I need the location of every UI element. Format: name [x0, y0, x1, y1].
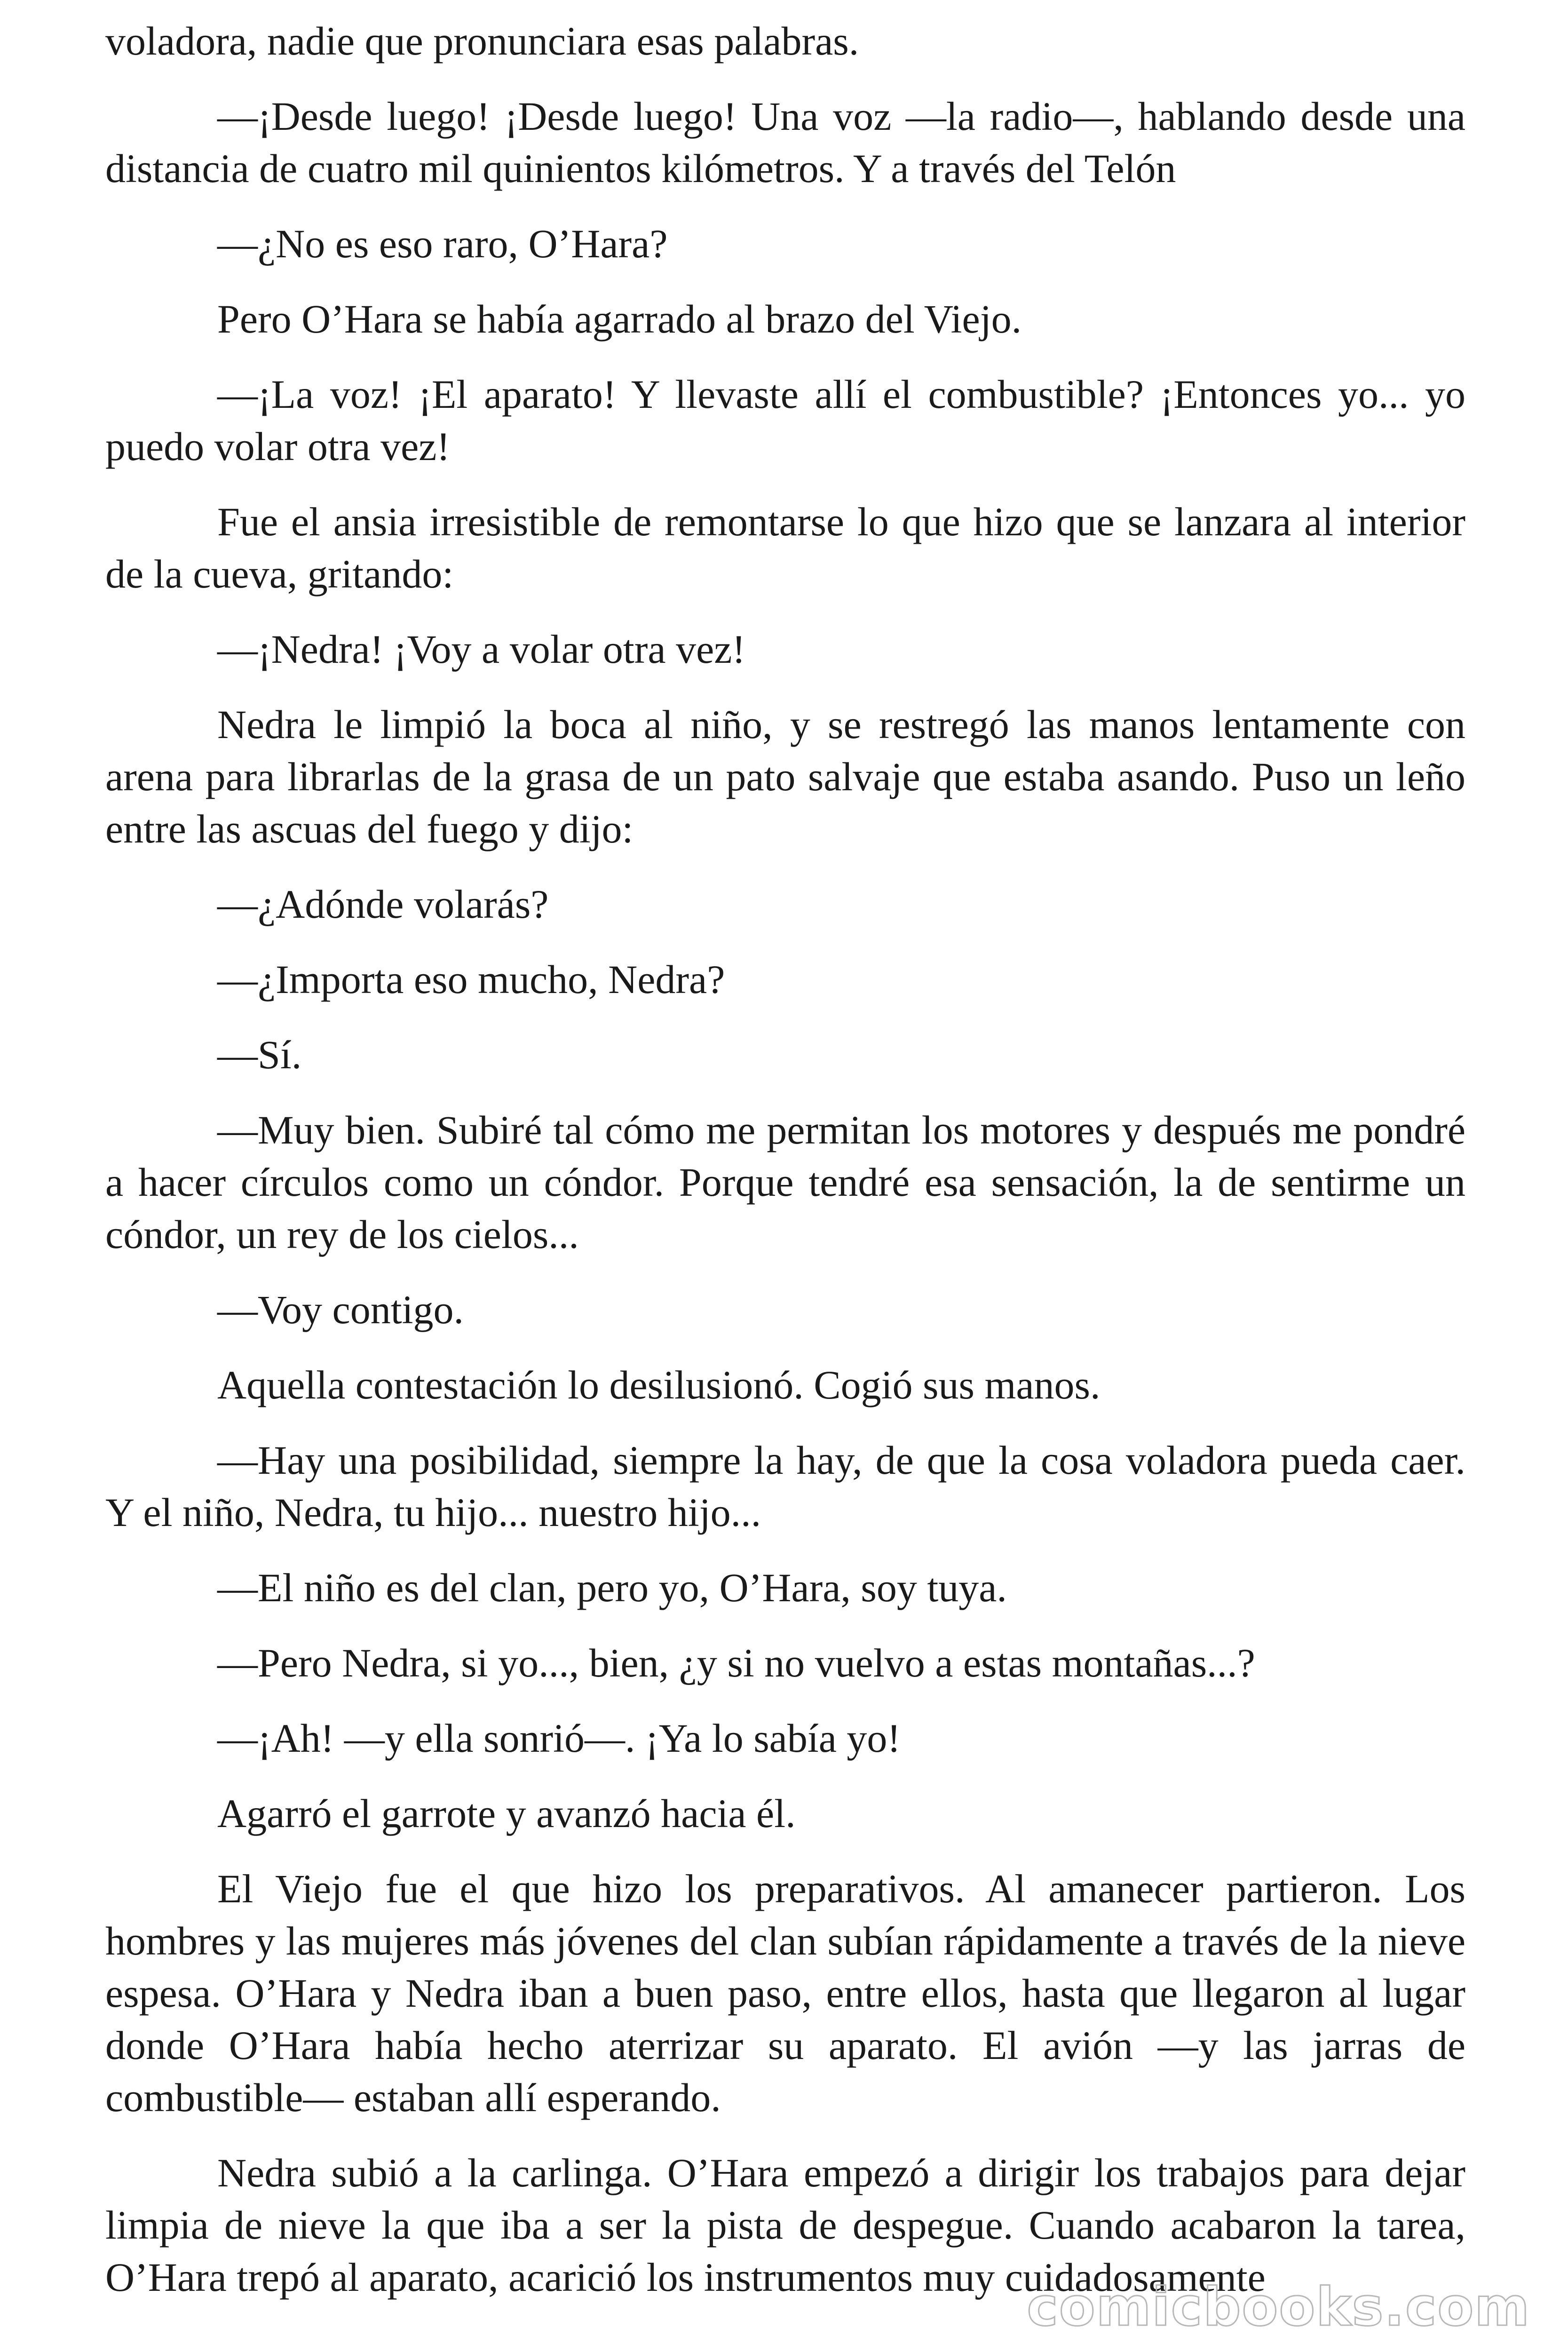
page-body [105, 15, 1465, 2329]
paragraph: —¡Desde luego! ¡Desde luego! Una voz —la radio—, hablando desde una distancia de cuatro mil quinientos kilómetros. Y a través del Telón [105, 94, 1465, 191]
paragraph: Aquella contestación lo desilusionó. Cogió sus manos. [217, 1362, 1101, 1407]
paragraph: Pero O’Hara se había agarrado al brazo del Viejo. [217, 296, 1022, 342]
paragraph: —El niño es del clan, pero yo, O’Hara, soy tuya. [217, 1565, 1007, 1610]
paragraph: —Muy bien. Subiré tal cómo me permitan los motores y después me pondré a hacer círculos como un cóndor. Porque tendré esa sensación, la de sentirme un cóndor, un rey de los cielos... [105, 1107, 1465, 1257]
paragraph: El Viejo fue el que hizo los preparativos. Al amanecer partieron. Los hombres y las mujeres más jóvenes del clan subían rápidamente a través de la nieve espesa. O’Hara y Nedra iban a buen paso, entre ellos, hasta que llegaron al lugar donde O’Hara había hecho aterrizar su aparato. El avión —y las jarras de combustible— estaban allí esperando. [105, 1866, 1465, 2120]
paragraph: —Hay una posibilidad, siempre la hay, de que la cosa voladora pueda caer. Y el niño, Nedra, tu hijo... nuestro hijo... [105, 1438, 1465, 1535]
paragraph: —¡Ah! —y ella sonrió—. ¡Ya lo sabía yo! [217, 1716, 901, 1761]
paragraph: —¡La voz! ¡El aparato! Y llevaste allí el combustible? ¡Entonces yo... yo puedo volar otra vez! [105, 372, 1465, 469]
paragraph: —Pero Nedra, si yo..., bien, ¿y si no vuelvo a estas montañas...? [217, 1640, 1255, 1685]
paragraph: —¿No es eso raro, O’Hara? [217, 221, 668, 266]
paragraph: —¿Importa eso mucho, Nedra? [217, 957, 725, 1002]
paragraph: —¿Adónde volarás? [217, 882, 549, 927]
paragraph: Fue el ansia irresistible de remontarse lo que hizo que se lanzara al interior de la cueva, gritando: [105, 499, 1465, 596]
paragraph: —Sí. [217, 1032, 302, 1077]
paragraph: —¡Nedra! ¡Voy a volar otra vez! [217, 627, 746, 672]
paragraph: Nedra le limpió la boca al niño, y se restregó las manos lentamente con arena para librarlas de la grasa de un pato salvaje que estaba asando. Puso un leño entre las ascuas del fuego y dijo: [105, 702, 1465, 851]
watermark: comicbooks.com [1027, 2277, 1530, 2338]
paragraph: voladora, nadie que pronunciara esas palabras. [105, 18, 859, 64]
paragraph: Nedra subió a la carlinga. O’Hara empezó a dirigir los trabajos para dejar limpia de nieve la que iba a ser la pista de despegue. Cuando acabaron la tarea, O’Hara trepó al aparato, acarició los instrumentos muy cuidadosamente [105, 2150, 1465, 2300]
paragraph: —Voy contigo. [217, 1287, 464, 1332]
paragraph: Agarró el garrote y avanzó hacia él. [217, 1791, 796, 1836]
